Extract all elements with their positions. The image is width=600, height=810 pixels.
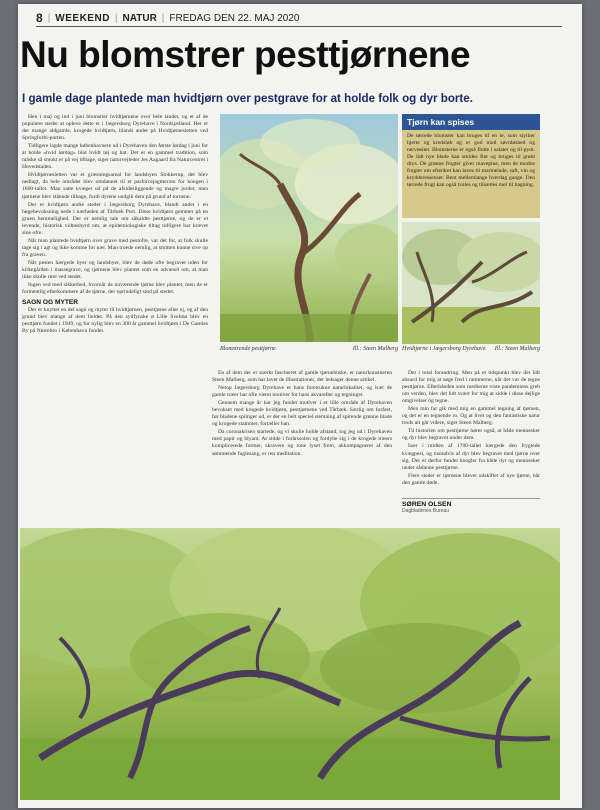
illustration-hawthorn-dyrehave	[402, 222, 540, 344]
page-header: 8 | WEEKEND | NATUR | FREDAG DEN 22. MAJ 2020	[36, 11, 300, 25]
paragraph: En af dem der er stærkt fascineret af gamle tjørnebuske, er naturkunstneren Steen Malberg, som har lavet de illustrationer, der ledsager denne artikel.	[212, 370, 392, 384]
paragraph: Gennem mange år har jeg fundet motiver i et lille område af Dyrehaven bevokset med krogede hvidtjørn, pesttjørnene ved Tårbæk. Særlig om foråret, før bladene springer ud, er der en helt speciel stemning af spirende grønne blade og krogede stammer, fortæller han.	[212, 400, 392, 428]
page-number: 8	[36, 11, 43, 25]
paragraph: Til historien om pesttjørne hører også, at både mennesker og dyr blev begravet under dem.	[402, 428, 540, 442]
paragraph: Flere steder er tjørnene blevet udskiftet af nye tjørne, når den gamle døde.	[402, 472, 540, 486]
paragraph: Hvidtjørnesletten var et græsningsareal for landsbyen Stokkerup, der blev nedlagt, da hele området blev omdannet til et parforcejagtterræn for kongen i 1600-tallet. Man satte kvæget ud på de afsidesliggende og magre jorder, men tjørnene blev stående tilbage, fordi dyrene undgik dem på grund af tornene.	[22, 172, 208, 200]
headline: Nu blomstrer pesttjørnene	[20, 34, 471, 75]
section-name: WEEKEND	[55, 12, 110, 24]
byline	[402, 498, 540, 514]
caption-photo-2: Hvidtjørne i Jægersborg Dyrehave. Ill.: Steen Malberg	[402, 346, 540, 352]
header-rule	[36, 26, 562, 27]
caption-photo-1: Blomstrende pesttjørne. Ill.: Steen Malberg	[220, 346, 398, 352]
paragraph: Når man plantede hvidtjørn over grave med pestofre, var det for, at folk skulle tage sig i agt og ikke komme for nær. Man troede nemlig, at smitten kunne sive op fra graven.	[22, 237, 208, 258]
paragraph: Når pesten hærgede byer og landsbyer, blev de døde ofte begravet uden for kirkegården i massegrave, og tjørnene blev plantet som en advarsel om, at man ikke skulle røre ved stedet.	[22, 259, 208, 281]
paragraph: Da coronakrisen startede, og vi skulle holde afstand, tog jeg ud i Dyrehaven med papir og blyant. At sidde i forårssolen og fordybe sig i de krogede træers komplicerede former, skravere og tone lyset frem, akkompagneret af den sømmende fuglesang, er ren meditation.	[212, 429, 392, 457]
paragraph: Især i midten af 1700-tallet hærgede den frygtede kvægpest, og tusindvis af dyr blev begravet med tjørne over sig. Der er derfor fundet knogler fra både dyr og mennesker under sådanne pesttjørne.	[402, 443, 540, 471]
article-column-3	[402, 370, 540, 495]
section-heading: SAGN OG MYTER	[22, 299, 79, 307]
paragraph: Der er hvidtjørn andre steder i Jægersborg Dyrehave, blandt andet i en bøgebevoksning nede i nærheden af Tårbæk Port. Disse hvidtjørn gemmer på en gruen hemmelighed. Der er nemlig tale om såkaldte pesttjørne, og de er et levende, historisk vidnesbyrd om, at epidemiologiske tiltag tidligere har krævet sine ofre.	[22, 201, 208, 236]
paragraph: Der er knyttet en del sagn og myter til hvidtjørnen, pesttjørne eller ej, og af den grund blev mange af dem fældet. På den sydfynske ø Lille Svelmø blev en pesttjørn fundet i 1949, og for nylig blev en 300 år gammel hvidtjørn i De Gamles By på Nørrebro i København fundet.	[22, 307, 208, 335]
info-box-title: Tjørn kan spises	[402, 114, 540, 130]
info-box	[402, 114, 540, 218]
article-column-1	[22, 114, 208, 519]
paragraph: Netop Jægersborg Dyrehave er hans foretrukne naturlokalitet, og især de gamle træer har ofte været motiver for hans akvareller og tegninger.	[212, 385, 392, 399]
illustration-wide-hawthorn-grove	[20, 528, 560, 800]
info-box-text: De tørrede blomster kan bruges til en te, som styrker hjerte og kredsløb og er god mod søvnløshed og nervøsitet. Blomsterne er også flotte i salater og til pynt. De lidt nye blade kan smides fint og bruges til grønt drys. De grønne frugter giver mavepine, men de modne frugter om efteråret kan laves til marmelade, saft, vin og krydderessenser. Bent mellemlange hverdag gange. Den tørrede frugt kan også tvales og tilsættes mel til bagning.	[407, 133, 535, 188]
paragraph: Det i total forandring. Men på et tidspunkt blev det lidt absurd for mig at søge fred i rammerne, når det var de tegne pesttjørne. Efterhånden som medierne viste pandemiens greb om verden, blev det lidt svært for mig at sidde i disse dejlige omgivelser og tegne.	[402, 370, 540, 405]
article-column-2	[212, 370, 392, 520]
paragraph: Tidligere lagde mange københavnere ud i Dyrehaven den første lørdag i juni for at holde »hvid lørdag« blot hvidt tøj og hat. Det er en gammel tradition, som måske så smukt er på vej tilbage, siger naturvejleder Jes Aagaard fra Naturcentret i Hovedstaden.	[22, 143, 208, 171]
paragraph: Hen i maj og ind i juni blomstrer hvidtjørnene over hele landet, og et af de populære steder at opleve dette er i Jægersborg Dyrehave i Nordsjælland. Her er der mange aldgamle, krogede hvidtjørn, blandt andet på Hvidtjørnesletten ved Springforbi-porten.	[22, 114, 208, 142]
issue-date: FREDAG DEN 22. MAJ 2020	[169, 12, 300, 24]
illustration-blooming-hawthorn	[220, 114, 398, 342]
paragraph: Men min far gik med mig en gammel tegning af tjørnen, og det er en tegnende ro. Og at livet og den fantastiske natur trods alt går videre, siger Steen Malberg.	[402, 406, 540, 427]
paragraph: Ingen ved med sikkerhed, hvornår de nuværende tjørne blev plantet, men de er formentlig efterkommere af de tjørne, der oprindeligt stod på stedet.	[22, 282, 208, 296]
author-role: Dagbladenes Bureau	[402, 508, 449, 514]
author-name: SØREN OLSEN	[402, 501, 452, 508]
subsection-name: NATUR	[122, 12, 157, 24]
subheadline: I gamle dage plantede man hvidtjørn over pestgrave for at holde folk og dyr borte.	[22, 92, 473, 105]
